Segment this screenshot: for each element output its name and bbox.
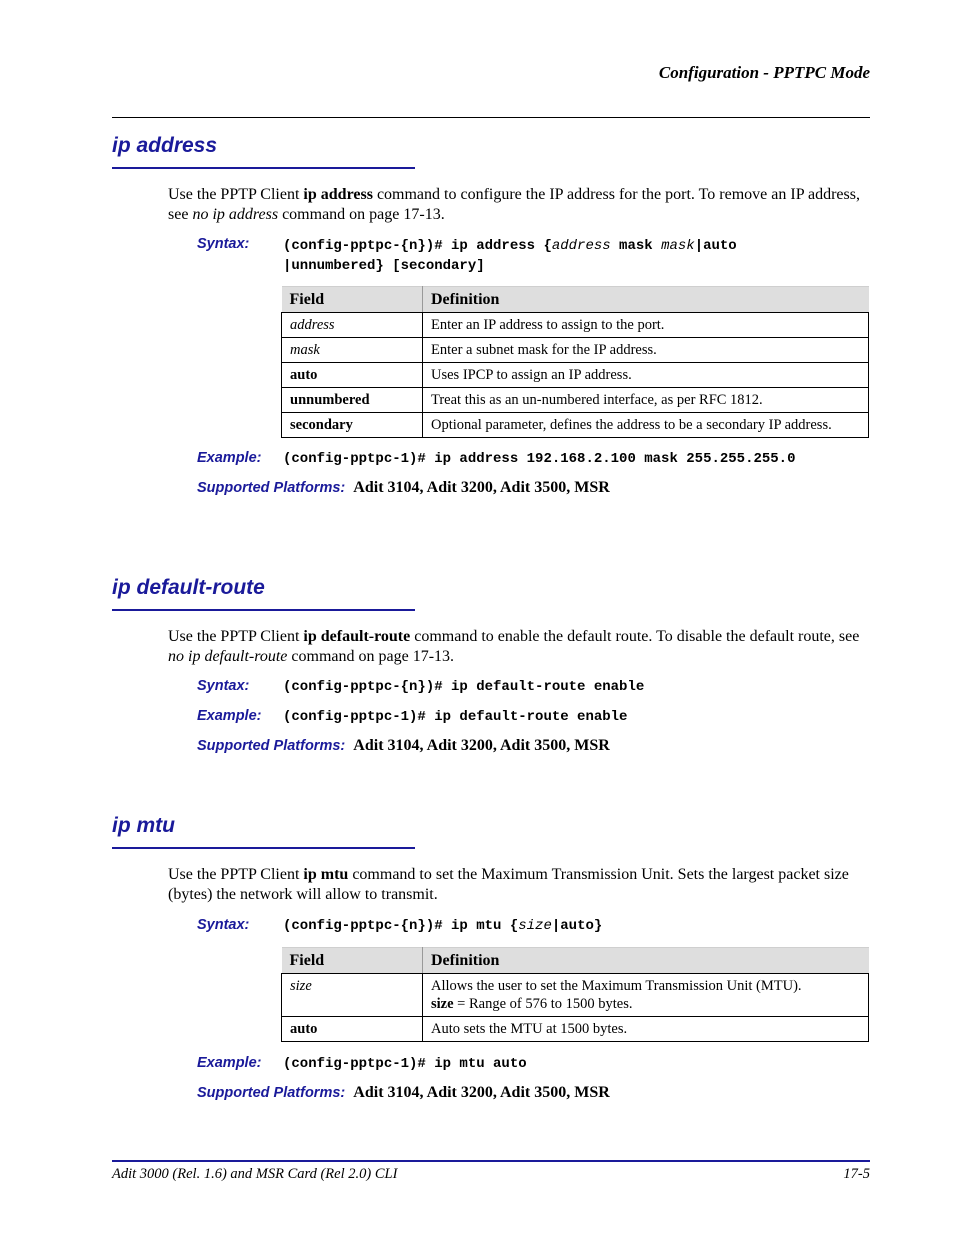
section-title-ip-address: ip address — [112, 134, 218, 157]
table-cell-definition: Enter an IP address to assign to the port. — [423, 313, 869, 338]
column-header-definition: Definition — [423, 948, 869, 974]
syntax-code: (config-pptpc-{n})# ip address {address mask mask|auto |unnumbered} [secondary] — [283, 238, 737, 274]
table-row — [282, 1017, 869, 1042]
section-rule — [112, 167, 415, 169]
example-code: (config-pptpc-1)# ip address 192.168.2.100 mask 255.255.255.0 — [283, 451, 796, 467]
field-definition-table — [281, 947, 869, 1042]
example-label: Example: — [197, 450, 262, 466]
example-code: (config-pptpc-1)# ip mtu auto — [283, 1056, 527, 1072]
footer-title: Adit 3000 (Rel. 1.6) and MSR Card (Rel 2.0) CLI — [112, 1166, 398, 1182]
supported-platforms: Supported Platforms: Adit 3104, Adit 3200, Adit 3500, MSR — [197, 479, 610, 496]
syntax-code: (config-pptpc-{n})# ip default-route enable — [283, 679, 645, 695]
supported-platforms: Supported Platforms: Adit 3104, Adit 3200, Adit 3500, MSR — [197, 1084, 610, 1101]
syntax-code: (config-pptpc-{n})# ip mtu {size|auto} — [283, 918, 603, 934]
table-cell-definition: Enter a subnet mask for the IP address. — [423, 338, 869, 363]
example-label: Example: — [197, 1055, 262, 1071]
table-row — [282, 974, 869, 1017]
section-intro-ip-address: Use the PPTP Client ip address command to configure the IP address for the port. To remove an IP address, see no ip address command on page 17-13. — [168, 186, 860, 223]
section-intro-ip-default-route: Use the PPTP Client ip default-route command to enable the default route. To disable the default route, see no ip default-route command on page 17-13. — [168, 628, 860, 665]
syntax-label: Syntax: — [197, 236, 250, 252]
section-title-ip-mtu: ip mtu — [112, 814, 175, 837]
header-rule — [112, 117, 870, 118]
example-label: Example: — [197, 708, 262, 724]
table-cell-definition: Optional parameter, defines the address to be a secondary IP address. — [423, 413, 869, 438]
table-cell-definition: Uses IPCP to assign an IP address. — [423, 363, 869, 388]
table-row — [282, 338, 869, 363]
syntax-label: Syntax: — [197, 678, 250, 694]
column-header-field: Field — [282, 948, 423, 974]
table-row — [282, 363, 869, 388]
section-title-ip-default-route: ip default-route — [112, 576, 265, 599]
section-rule — [112, 609, 415, 611]
table-row — [282, 313, 869, 338]
syntax-label: Syntax: — [197, 917, 250, 933]
table-cell-field: auto — [282, 363, 423, 388]
example-code: (config-pptpc-1)# ip default-route enable — [283, 709, 628, 725]
table-cell-field: mask — [282, 338, 423, 363]
table-header-row — [282, 948, 869, 974]
table-cell-field: address — [282, 313, 423, 338]
table-cell-definition: Auto sets the MTU at 1500 bytes. — [423, 1017, 869, 1042]
section-intro-ip-mtu: Use the PPTP Client ip mtu command to set the Maximum Transmission Unit. Sets the largest packet size (bytes) the network will allow to transmit. — [168, 866, 849, 903]
field-definition-table — [281, 286, 869, 438]
column-header-field: Field — [282, 287, 423, 313]
section-rule — [112, 847, 415, 849]
page-number: 17-5 — [843, 1166, 870, 1182]
table-cell-field: secondary — [282, 413, 423, 438]
table-header-row — [282, 287, 869, 313]
table-cell-definition: Allows the user to set the Maximum Transmission Unit (MTU). size = Range of 576 to 1500 bytes. — [423, 974, 869, 1017]
table-row — [282, 388, 869, 413]
supported-platforms: Supported Platforms: Adit 3104, Adit 3200, Adit 3500, MSR — [197, 737, 610, 754]
table-cell-definition: Treat this as an un-numbered interface, as per RFC 1812. — [423, 388, 869, 413]
table-cell-field: size — [282, 974, 423, 1017]
column-header-definition: Definition — [423, 287, 869, 313]
running-header: Configuration - PPTPC Mode — [658, 63, 870, 82]
table-cell-field: unnumbered — [282, 388, 423, 413]
table-cell-field: auto — [282, 1017, 423, 1042]
footer-rule — [112, 1160, 870, 1162]
table-row — [282, 413, 869, 438]
